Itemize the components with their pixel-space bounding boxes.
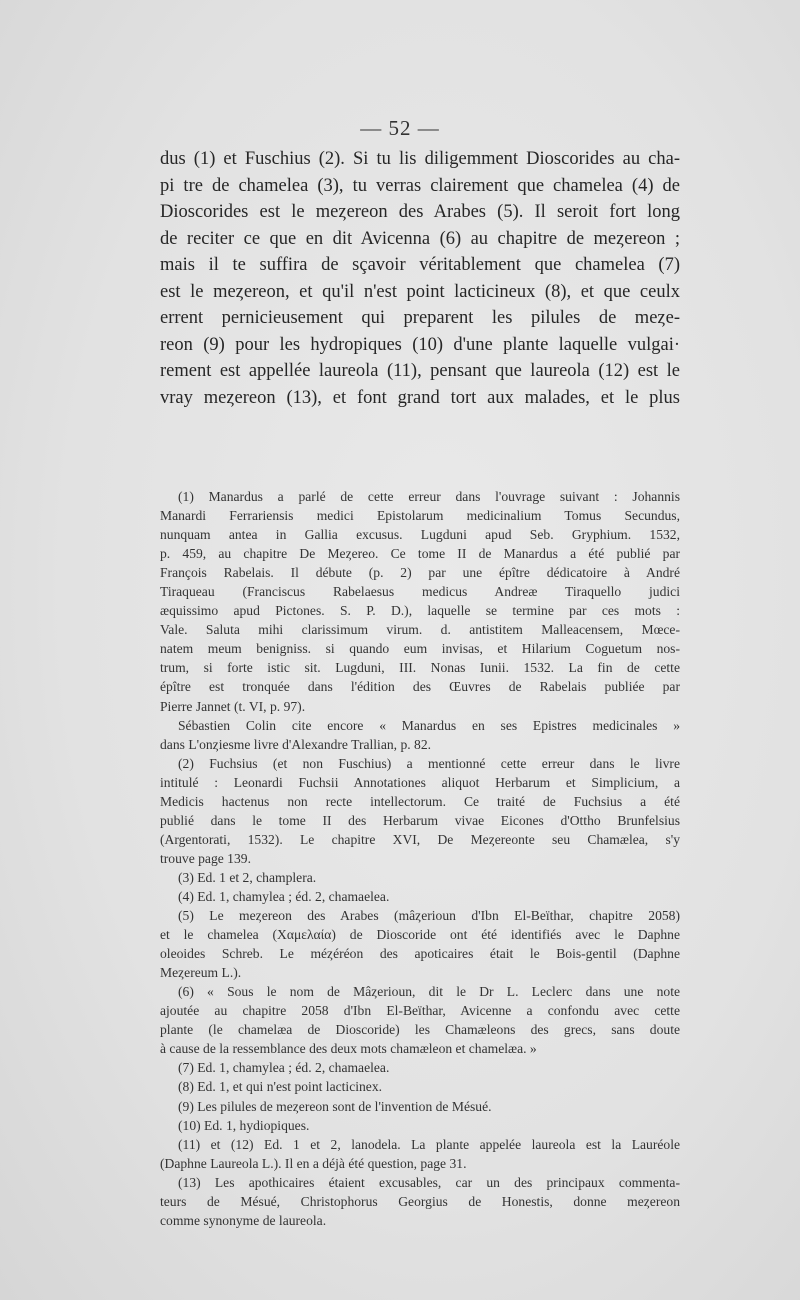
page-number: — 52 —	[360, 116, 440, 140]
main-line: est le meȥereon, et qu'il n'est point lacticineux (8), et que ceulx	[160, 281, 680, 302]
footnote-line: et le chamelea (Χαμελαία) de Dioscoride ont été identifiés avec le Daphne	[160, 927, 680, 943]
footnote-line: Manardi Ferrariensis medici Epistolarum medicinalium Tomus Secundus,	[160, 508, 680, 524]
footnote-line: (3) Ed. 1 et 2, champlera.	[178, 869, 317, 885]
footnote-line: (11) et (12) Ed. 1 et 2, lanodela. La plante appelée laureola est la Lauréole	[178, 1136, 680, 1152]
main-line: dus (1) et Fuschius (2). Si tu lis diligemment Dioscorides au cha-	[160, 149, 680, 169]
footnote-line: trouve page 139.	[160, 850, 251, 866]
footnotes	[160, 487, 680, 1230]
footnote-line: Meȥereum L.).	[160, 965, 242, 981]
footnote-line: ajoutée au chapitre 2058 d'Ibn El-Beïthar, Avicenne a confondu avec cette	[160, 1003, 680, 1019]
footnote-line: publié dans le tome II des Herbarum vivae Eicones d'Ottho Brunfelsius	[160, 812, 680, 828]
footnote-line: Tiraqueau (Franciscus Rabelaesus medicus Andreæ Tiraquello judici	[160, 584, 680, 600]
footnote-line: æquissimo apud Pictones. S. P. D.), laquelle se termine par ces mots :	[160, 603, 680, 619]
footnote-line: Vale. Saluta mihi clarissimum virum. d. antistitem Malleacensem, Mœce-	[160, 622, 680, 638]
footnote-line: intitulé : Leonardi Fuchsii Annotationes aliquot Herbarum et Simplicium, a	[160, 774, 680, 790]
footnote-line: (8) Ed. 1, et qui n'est point lacticinex.	[178, 1079, 383, 1095]
footnote-line: (7) Ed. 1, chamylea ; éd. 2, chamaelea.	[178, 1060, 390, 1076]
footnote-line: (9) Les pilules de meȥereon sont de l'invention de Mésué.	[178, 1098, 492, 1114]
footnote-line: p. 459, au chapitre De Meȥereo. Ce tome II de Manardus a été publié par	[160, 546, 680, 562]
footnote-line: natem meum benigniss. si quando eum invisas, et Hilarium Coguetum nos-	[160, 641, 680, 657]
main-line: vray meȥereon (13), et font grand tort aux malades, et le plus	[160, 387, 680, 408]
main-line: de reciter ce que en dit Avicenna (6) au chapitre de meȥereon ;	[160, 228, 680, 249]
main-line: reon (9) pour les hydropiques (10) d'une plante laquelle vulgai·	[160, 334, 680, 355]
footnote-line: épître est tronquée dans l'édition des Œuvres de Rabelais publiée par	[160, 679, 680, 695]
main-text	[160, 146, 680, 411]
footnote-line: Medicis hactenus non recte intellectorum. Ce traité de Fuchsius a été	[160, 793, 680, 809]
main-line: pi tre de chamelea (3), tu verras clairement que chamelea (4) de	[160, 175, 680, 196]
main-line: rement est appellée laureola (11), pensant que laureola (12) est le	[160, 361, 680, 381]
main-line: Dioscorides est le meȥereon des Arabes (5). Il seroit fort long	[160, 202, 680, 222]
footnote-line: Pierre Jannet (t. VI, p. 97).	[160, 698, 306, 714]
footnote-line: (2) Fuchsius (et non Fuschius) a mentionné cette erreur dans le livre	[178, 755, 680, 771]
footnote-line: (Argentorati, 1532). Le chapitre XVI, De Meȥereonte seu Chamælea, s'y	[160, 831, 680, 847]
footnote-line: (1) Manardus a parlé de cette erreur dans l'ouvrage suivant : Johannis	[178, 489, 680, 504]
footnote-line: Sébastien Colin cite encore « Manardus en ses Epistres medicinales »	[178, 717, 680, 733]
footnote-line: (6) « Sous le nom de Mâȥerioun, dit le Dr L. Leclerc dans une note	[178, 984, 680, 1000]
main-line: mais il te suffira de sçavoir véritablement que chamelea (7)	[160, 255, 680, 275]
footnote-line: trum, si forte istic sit. Lugduni, III. Nonas Iunii. 1532. La fin de cette	[160, 660, 680, 676]
footnote-line: nunquam antea in Gallia excusus. Lugduni apud Seb. Gryphium. 1532,	[160, 527, 680, 543]
footnote-line: comme synonyme de laureola.	[160, 1212, 327, 1228]
footnote-line: François Rabelais. Il débute (p. 2) par une épître dédicatoire à André	[160, 565, 680, 581]
footnote-line: (10) Ed. 1, hydiopiques.	[178, 1117, 310, 1133]
footnote-line: plante (le chamelæa de Dioscoride) les Chamæleons des grecs, sans doute	[160, 1022, 680, 1038]
footnote-line: (5) Le meȥereon des Arabes (mâȥerioun d'Ibn El-Beïthar, chapitre 2058)	[178, 908, 680, 924]
footnote-line: (13) Les apothicaires étaient excusables, car un des principaux commenta-	[178, 1174, 680, 1190]
main-line: errent pernicieusement qui preparent les pilules de meȥe-	[160, 308, 680, 328]
footnote-line: teurs de Mésué, Christophorus Georgius de Honestis, donne meȥereon	[160, 1193, 680, 1209]
footnote-line: à cause de la ressemblance des deux mots chamæleon et chamelæa. »	[160, 1041, 537, 1057]
footnote-line: dans L'onȥiesme livre d'Alexandre Trallian, p. 82.	[160, 736, 432, 752]
footnote-line: (4) Ed. 1, chamylea ; éd. 2, chamaelea.	[178, 888, 390, 904]
footnote-line: oleoides Schreb. Le méȥéréon des apoticaires était le Bois-gentil (Daphne	[160, 946, 680, 962]
footnote-line: (Daphne Laureola L.). Il en a déjà été question, page 31.	[160, 1155, 467, 1171]
